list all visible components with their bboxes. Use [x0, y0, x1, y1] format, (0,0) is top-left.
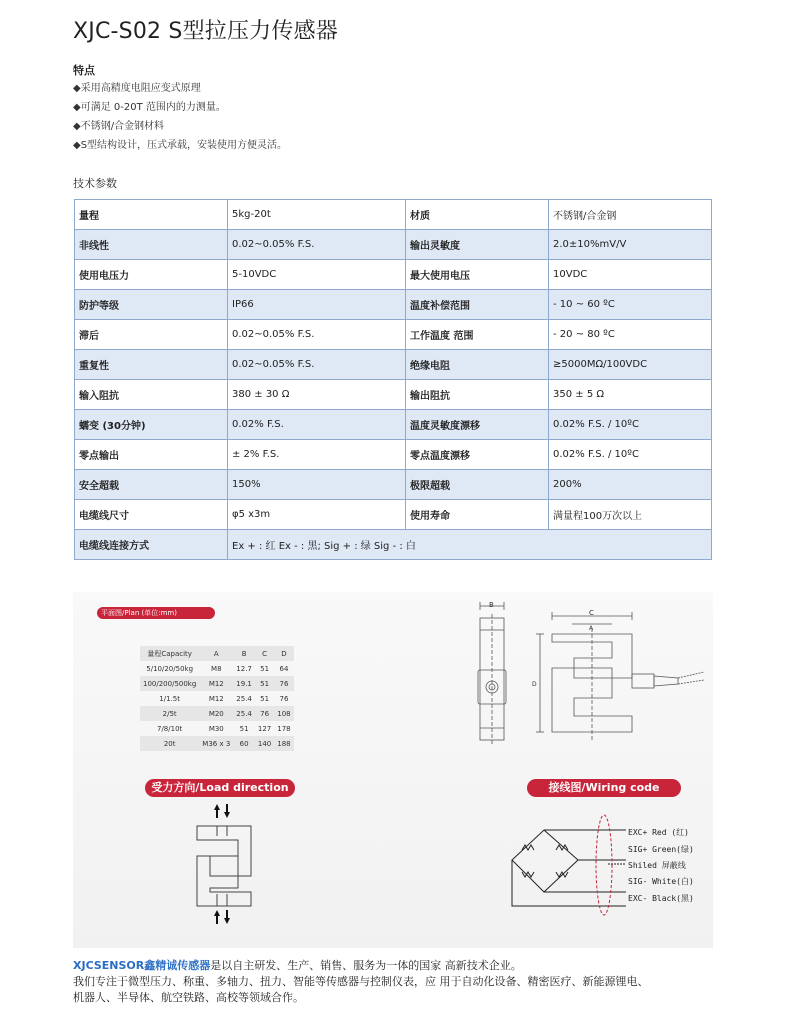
- feature-item: ◆采用高精度电阻应变式原理: [73, 83, 201, 94]
- front-view-drawing: [468, 598, 524, 748]
- spec-key: 绝缘电阻: [406, 350, 549, 380]
- spec-row: [75, 500, 712, 530]
- spec-value: - 20 ~ 80 ºC: [549, 320, 712, 350]
- feature-item: ◆不锈钢/合金钢材料: [73, 121, 165, 132]
- wire-sig-minus: SIG- White(白): [628, 877, 694, 886]
- dim-header-row: [140, 646, 294, 661]
- dim-row: [140, 691, 294, 706]
- dim-cell: 51: [255, 691, 274, 706]
- spec-value: 5-10VDC: [228, 260, 406, 290]
- spec-key: 安全超载: [75, 470, 228, 500]
- intro-line-3: 机器人、半导体、航空铁路、高校等领域合作。: [73, 991, 304, 1004]
- dim-cell: 2/5t: [140, 706, 199, 721]
- dim-cell: 127: [255, 721, 274, 736]
- features-heading: 特点: [73, 64, 95, 77]
- spec-key: 极限超载: [406, 470, 549, 500]
- spec-heading: 技术参数: [73, 177, 117, 190]
- dim-row: [140, 736, 294, 751]
- spec-key: 工作温度 范围: [406, 320, 549, 350]
- dim-cell: 19.1: [233, 676, 255, 691]
- spec-row: [75, 530, 712, 560]
- spec-key: 温度补偿范围: [406, 290, 549, 320]
- dim-cell: 51: [255, 661, 274, 676]
- dim-cell: 25.4: [233, 706, 255, 721]
- wire-exc-plus: EXC+ Red (红): [628, 828, 689, 837]
- dim-cell: M36 x 3: [199, 736, 233, 751]
- spec-value: 0.02~0.05% F.S.: [228, 320, 406, 350]
- wire-sig-plus: SIG+ Green(绿): [628, 845, 694, 854]
- wire-exc-minus: EXC- Black(黑): [628, 894, 694, 903]
- dim-cell: 5/10/20/50kg: [140, 661, 199, 676]
- dim-cell: M8: [199, 661, 233, 676]
- spec-row: [75, 440, 712, 470]
- dim-cell: M20: [199, 706, 233, 721]
- spec-value: 350 ± 5 Ω: [549, 380, 712, 410]
- dim-header-cell: D: [274, 646, 293, 661]
- spec-key: 滞后: [75, 320, 228, 350]
- dim-header-cell: 量程Capacity: [140, 646, 199, 661]
- spec-key: 量程: [75, 200, 228, 230]
- spec-value: 0.02% F.S.: [228, 410, 406, 440]
- spec-key: 最大使用电压: [406, 260, 549, 290]
- spec-value: 0.02% F.S. / 10ºC: [549, 410, 712, 440]
- spec-value: IP66: [228, 290, 406, 320]
- spec-value: 10VDC: [549, 260, 712, 290]
- brand-name: XJCSENSOR鑫精诚传感器: [73, 959, 211, 972]
- dim-cell: 60: [233, 736, 255, 751]
- dim-cell: 7/8/10t: [140, 721, 199, 736]
- dim-label-b: B: [489, 601, 494, 609]
- dim-cell: 108: [274, 706, 293, 721]
- dim-cell: 25.4: [233, 691, 255, 706]
- dim-cell: 20t: [140, 736, 199, 751]
- intro-line-1: 是以自主研发、生产、销售、服务为一体的国家 高新技术企业。: [210, 959, 522, 972]
- spec-row: [75, 380, 712, 410]
- dim-cell: 100/200/500kg: [140, 676, 199, 691]
- dim-cell: 12.7: [233, 661, 255, 676]
- spec-key: 温度灵敏度漂移: [406, 410, 549, 440]
- spec-value: 0.02~0.05% F.S.: [228, 350, 406, 380]
- dimension-table: [140, 646, 294, 751]
- dim-cell: 51: [255, 676, 274, 691]
- spec-value: 200%: [549, 470, 712, 500]
- spec-value: 2.0±10%mV/V: [549, 230, 712, 260]
- side-view-drawing: [528, 608, 712, 750]
- dim-row: [140, 661, 294, 676]
- load-direction-drawing: [190, 800, 260, 935]
- wiring-bridge-diagram: [508, 810, 632, 920]
- spec-value: 0.02~0.05% F.S.: [228, 230, 406, 260]
- spec-row: [75, 200, 712, 230]
- spec-key: 使用电压力: [75, 260, 228, 290]
- dim-cell: 140: [255, 736, 274, 751]
- spec-value: - 10 ~ 60 ºC: [549, 290, 712, 320]
- spec-key: 零点输出: [75, 440, 228, 470]
- spec-value: ≥5000MΩ/100VDC: [549, 350, 712, 380]
- spec-key: 零点温度漂移: [406, 440, 549, 470]
- dim-label-d: D: [532, 681, 537, 688]
- features-list: [73, 79, 287, 155]
- spec-value: 380 ± 30 Ω: [228, 380, 406, 410]
- spec-key: 蠕变 (30分钟): [75, 410, 228, 440]
- plan-tag: 平面图/Plan (单位:mm): [97, 607, 215, 619]
- spec-row: [75, 320, 712, 350]
- wiring-code-label: 接线图/Wiring code: [527, 779, 681, 797]
- dim-cell: 76: [274, 676, 293, 691]
- dim-label-c: C: [589, 609, 594, 617]
- dim-cell: 64: [274, 661, 293, 676]
- spec-value: 150%: [228, 470, 406, 500]
- spec-key: 非线性: [75, 230, 228, 260]
- spec-key: 输出阻抗: [406, 380, 549, 410]
- spec-value: 满量程100万次以上: [549, 500, 712, 530]
- dim-header-cell: A: [199, 646, 233, 661]
- spec-key: 输出灵敏度: [406, 230, 549, 260]
- dim-cell: 76: [255, 706, 274, 721]
- dim-cell: 76: [274, 691, 293, 706]
- dim-label-a: A: [589, 625, 594, 632]
- spec-key: 电缆线连接方式: [75, 530, 228, 560]
- dim-row: [140, 706, 294, 721]
- spec-table: [74, 199, 712, 560]
- spec-key: 使用寿命: [406, 500, 549, 530]
- dim-header-cell: C: [255, 646, 274, 661]
- spec-key: 电缆线尺寸: [75, 500, 228, 530]
- spec-key: 重复性: [75, 350, 228, 380]
- dim-row: [140, 676, 294, 691]
- dim-cell: 1/1.5t: [140, 691, 199, 706]
- page-title: XJC-S02 S型拉压力传感器: [73, 19, 338, 44]
- spec-value: φ5 x3m: [228, 500, 406, 530]
- intro-line-2: 我们专注于微型压力、称重、多轴力、扭力、智能等传感器与控制仪表，应 用于自动化设备、精密医疗、新能源锂电、: [73, 975, 649, 988]
- spec-value: 5kg-20t: [228, 200, 406, 230]
- spec-value: 不锈钢/合金钢: [549, 200, 712, 230]
- dim-cell: M12: [199, 691, 233, 706]
- spec-row: [75, 290, 712, 320]
- spec-row: [75, 470, 712, 500]
- feature-item: ◆S型结构设计，压式承载，安装使用方便灵活。: [73, 140, 288, 151]
- spec-key: 输入阻抗: [75, 380, 228, 410]
- dim-cell: M12: [199, 676, 233, 691]
- dim-header-cell: B: [233, 646, 255, 661]
- spec-row: [75, 230, 712, 260]
- spec-value: Ex + : 红 Ex - : 黑; Sig + : 绿 Sig - : 白: [228, 530, 712, 560]
- spec-value: 0.02% F.S. / 10ºC: [549, 440, 712, 470]
- load-direction-label: 受力方向/Load direction: [145, 779, 295, 797]
- spec-row: [75, 350, 712, 380]
- spec-value: ± 2% F.S.: [228, 440, 406, 470]
- dim-row: [140, 721, 294, 736]
- wire-shield: Shiled 屏蔽线: [628, 861, 686, 870]
- spec-row: [75, 260, 712, 290]
- spec-key: 材质: [406, 200, 549, 230]
- dim-cell: 51: [233, 721, 255, 736]
- spec-row: [75, 410, 712, 440]
- feature-item: ◆可满足 0-20T 范围内的力测量。: [73, 102, 226, 113]
- dim-cell: 188: [274, 736, 293, 751]
- dim-cell: M30: [199, 721, 233, 736]
- company-intro: [73, 958, 723, 1006]
- spec-key: 防护等级: [75, 290, 228, 320]
- dim-cell: 178: [274, 721, 293, 736]
